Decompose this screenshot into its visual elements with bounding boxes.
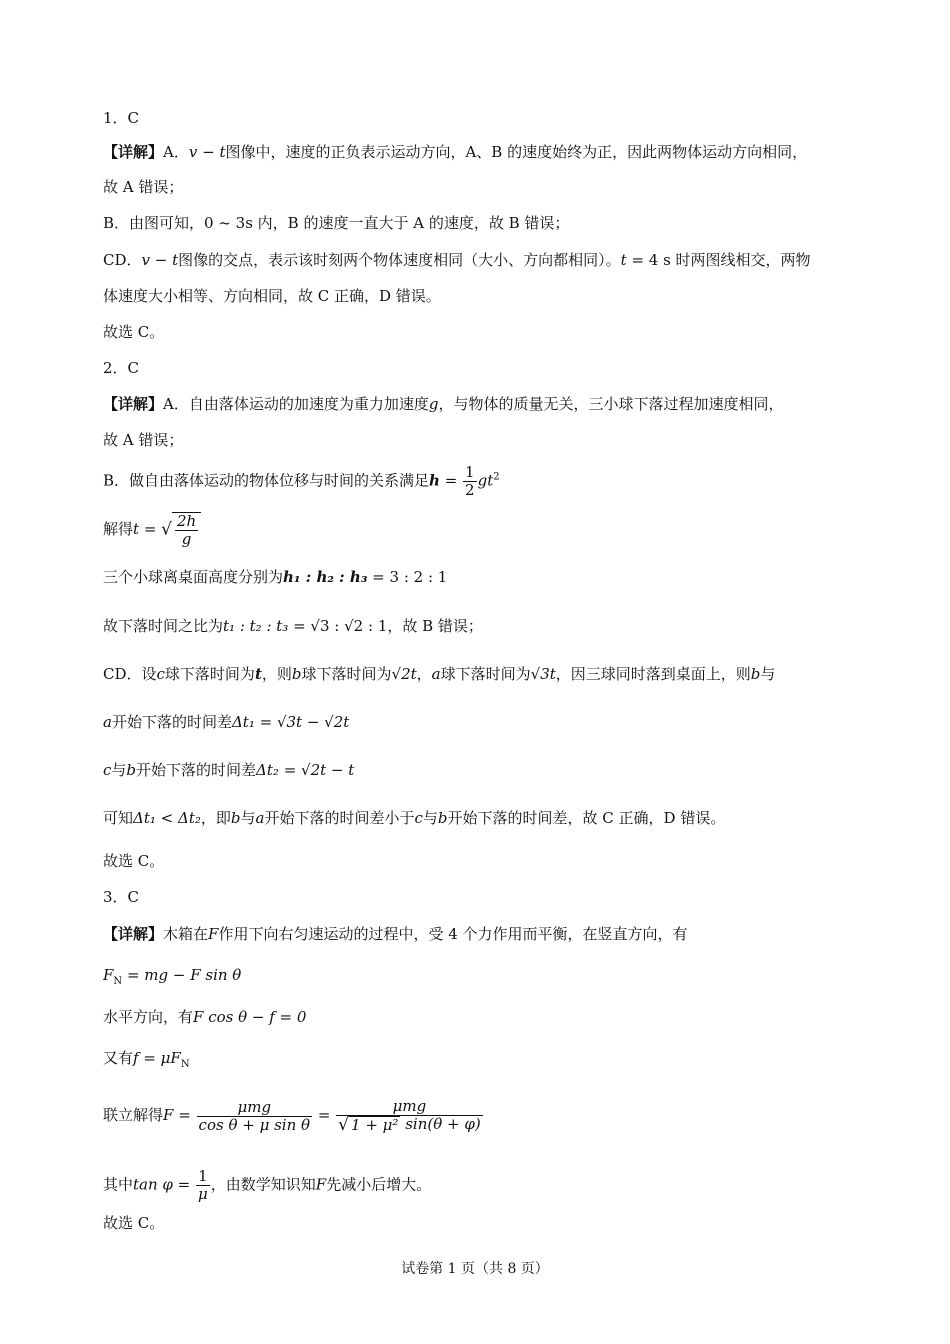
math-t: t (133, 520, 140, 538)
math-sqrt3t: √3t (530, 665, 556, 683)
text: 与 (240, 809, 256, 827)
detail-label: 【详解】 (103, 143, 164, 161)
text: = √3 : √2 : 1，故 B 错误； (288, 617, 483, 635)
math-sqrt2t: √2t (391, 665, 417, 683)
q3-head: 3．C (103, 888, 140, 906)
math-F: F (315, 1175, 327, 1194)
denominator: μ (198, 1185, 208, 1203)
math-expr: f = μF (133, 1049, 181, 1067)
text: 可知 (103, 809, 134, 827)
math-eq: = (139, 520, 162, 538)
q3-line6 (103, 1168, 431, 1203)
math-t: t (620, 251, 627, 269)
math-inequality: Δt₁ < Δt₂ (133, 809, 201, 827)
numerator: μmg (197, 1099, 313, 1117)
math-delta-t1: Δt₁ = √3t − √2t (231, 713, 350, 731)
math-eq: = (439, 471, 463, 490)
math-F: F (103, 966, 114, 984)
math-sub: N (113, 976, 123, 987)
math-c: c (414, 809, 423, 827)
text: 故下落时间之比为 (103, 617, 224, 635)
q1-line2: 故 A 错误； (103, 178, 184, 196)
denominator-rest: sin(θ + φ) (400, 1115, 481, 1133)
numerator: 1 (465, 463, 475, 481)
q1-line4 (103, 250, 811, 270)
math-F: F (163, 1106, 174, 1124)
math-a: a (255, 809, 265, 827)
radicand: 1 + μ² (351, 1116, 399, 1134)
q2-line9 (103, 760, 354, 780)
text: B．做自由落体运动的物体位移与时间的关系满足 (103, 471, 430, 490)
q1-head: 1．C (103, 109, 140, 127)
text: ， (416, 665, 432, 683)
text: 图像的交点，表示该时刻两个物体速度相同（大小、方向都相同）。 (178, 251, 621, 269)
math-eq: = (313, 1106, 336, 1124)
denominator: cos θ + μ sin θ (198, 1115, 311, 1134)
math-c: c (156, 665, 165, 683)
text: 又有 (103, 1049, 134, 1067)
q2-line7 (103, 664, 775, 684)
text: ，即 (200, 809, 231, 827)
fraction-2 (336, 1098, 483, 1134)
q3-line2 (103, 965, 241, 992)
math-g: g (428, 395, 439, 413)
math-sub: N (180, 1059, 190, 1070)
text: 与 (760, 665, 776, 683)
radical-icon: √ (338, 1115, 350, 1135)
text: 水平方向，有 (103, 1008, 194, 1026)
denominator: g (181, 530, 192, 548)
q3-line7: 故选 C。 (103, 1214, 165, 1232)
fraction-1-mu (196, 1168, 210, 1203)
q1-line1 (103, 142, 807, 162)
text: 开始下落的时间差 (136, 761, 257, 779)
text: ，由数学知识知 (210, 1175, 316, 1194)
math-eq: = (173, 1106, 196, 1124)
text: 与 (422, 809, 438, 827)
math-value: = 3 : 2 : 1 (367, 568, 448, 586)
math-vt: v − t (141, 251, 179, 269)
text: 与 (111, 761, 127, 779)
math-vt: v − t (188, 143, 226, 161)
math-b: b (750, 665, 761, 683)
text: 球下落时间为 (301, 665, 392, 683)
q3-line4 (103, 1048, 190, 1075)
text: ，则 (261, 665, 292, 683)
sqrt-expr (161, 512, 201, 548)
q1-line3: B．由图可知，0 ~ 3s 内，B 的速度一直大于 A 的速度，故 B 错误； (103, 214, 570, 232)
sqrt-expr (338, 1116, 400, 1134)
math-a: a (103, 713, 112, 731)
q3-line3 (103, 1007, 306, 1027)
math-h: h (429, 471, 440, 490)
q1-line5: 体速度大小相等、方向相同，故 C 正确，D 错误。 (103, 287, 441, 305)
text: 联立解得 (103, 1106, 164, 1124)
q2-line2: 故 A 错误； (103, 431, 184, 449)
denominator (336, 1116, 483, 1134)
math-c: c (103, 761, 112, 779)
text: CD．设 (103, 665, 157, 683)
math-b: b (291, 665, 302, 683)
page-footer: 试卷第 1 页（共 8 页） (401, 1261, 549, 1277)
q2-line6 (103, 616, 483, 636)
text: 作用下向右匀速运动的过程中，受 4 个力作用而平衡，在竖直方向，有 (218, 925, 688, 943)
math-delta-t2: Δt₂ = √2t − t (256, 761, 355, 779)
q2-line3 (103, 464, 500, 499)
text: 图像中，速度的正负表示运动方向，A、B 的速度始终为正，因此两物体运动方向相同， (225, 143, 808, 161)
q2-line4 (103, 512, 201, 548)
q2-line11: 故选 C。 (103, 852, 165, 870)
math-sup: 2 (493, 471, 500, 483)
q2-line10 (103, 808, 725, 828)
q2-line1 (103, 394, 783, 414)
math-t: t (254, 665, 262, 683)
detail-label: 【详解】 (103, 395, 164, 413)
text: = 4 s 时两图线相交，两物 (626, 251, 811, 269)
text: 球下落时间为 (164, 665, 255, 683)
q3-line5 (103, 1098, 484, 1134)
math-tan: tan φ = (133, 1175, 196, 1194)
q2-head: 2．C (103, 359, 140, 377)
q1-line6: 故选 C。 (103, 323, 165, 341)
math-b: b (437, 809, 448, 827)
math-a: a (431, 665, 441, 683)
math-expr: F cos θ − f = 0 (193, 1008, 307, 1026)
radical-icon: √ (161, 519, 172, 540)
math-t-ratio: t₁ : t₂ : t₃ (223, 617, 289, 635)
text: 三个小球离桌面高度分别为 (103, 568, 284, 586)
q2-line8 (103, 712, 349, 732)
q2-line5 (103, 567, 447, 587)
numerator: 2h (177, 512, 197, 530)
text: 先减小后增大。 (326, 1175, 432, 1194)
math-gt: gt (477, 471, 494, 490)
fraction-2h-g (175, 513, 198, 548)
math-F: F (208, 925, 219, 943)
text: 解得 (103, 520, 134, 538)
text: A． (163, 143, 189, 161)
text: ，与物体的质量无关，三小球下落过程加速度相同， (438, 395, 784, 413)
numerator: 1 (196, 1168, 210, 1186)
text: CD． (103, 251, 142, 269)
text: 球下落时间为 (440, 665, 531, 683)
fraction-half (463, 464, 477, 499)
text: 开始下落的时间差 (111, 713, 232, 731)
text: 其中 (103, 1175, 134, 1194)
text: 木箱在 (163, 925, 209, 943)
denominator: 2 (465, 481, 475, 499)
fraction-1 (197, 1099, 313, 1134)
q3-line1 (103, 924, 688, 944)
text: 开始下落的时间差，故 C 正确，D 错误。 (447, 809, 726, 827)
math-h-ratio: h₁ : h₂ : h₃ (283, 568, 368, 586)
math-b: b (126, 761, 137, 779)
text: 开始下落的时间差小于 (264, 809, 415, 827)
numerator: μmg (336, 1098, 483, 1116)
math-expr: = mg − F sin θ (122, 966, 242, 984)
detail-label: 【详解】 (103, 925, 164, 943)
text: A．自由落体运动的加速度为重力加速度 (163, 395, 429, 413)
math-b: b (230, 809, 241, 827)
text: ，因三球同时落到桌面上，则 (555, 665, 751, 683)
